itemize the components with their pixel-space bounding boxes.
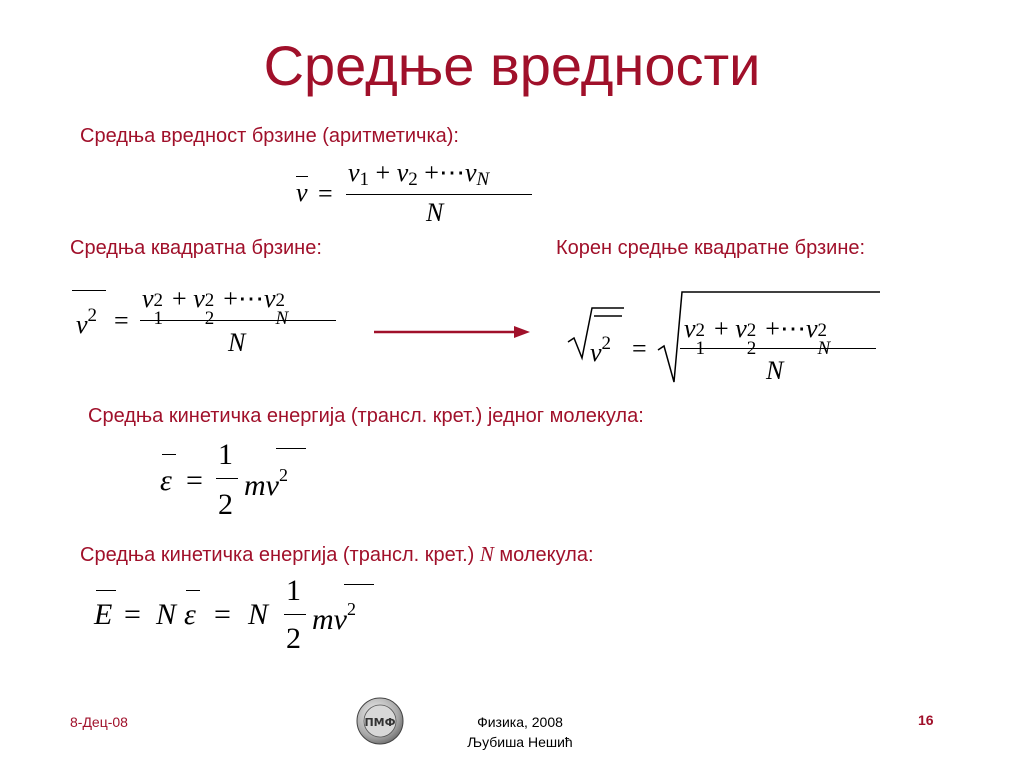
formula-keN-eq2: = [214,598,231,631]
formula-keN-lhs: E [94,598,113,631]
formula-ke1-mv2: $mv^2$ [244,465,288,502]
formula-sq-fraction-bar [140,320,336,321]
heading-rms: Корен средње квадратне брзине: [556,237,866,259]
faculty-logo-icon [356,697,404,745]
formula-keN-fraction-bar [284,614,306,615]
formula-keN-E-bar [96,590,116,591]
formula-sq-lhs: $v^2$ [76,305,98,339]
footer-course: Физика, 2008 [477,714,563,730]
formula-ke1-one: 1 [218,438,233,471]
formula-arith-lhs: v [296,178,308,207]
formula-keN-N2: N [248,598,269,631]
formula-keN-epsilon-bar [186,590,200,591]
formula-ke1-fraction-bar [216,478,238,479]
formula-arith-denominator: N [426,198,444,227]
formula-keN-epsilon: ε [184,598,196,631]
formula-rms-denominator: N [766,356,784,385]
footer-date: 8-Дец-08 [70,714,128,730]
right-arrow-icon [374,324,530,340]
formula-arith-numerator: $v_1 + v_2$ $+\cdots v_N$ [348,158,490,190]
heading-mean-square: Средња квадратна брзине: [70,237,322,259]
formula-sq-overbar [72,290,106,291]
formula-rms-numerator: v 2 1 + v 2 2 +⋯v 2 N [684,314,831,359]
formula-rms-eq: = [632,334,647,363]
footer-author: Љубиша Нешић [467,734,573,750]
formula-rms-fraction-bar [680,348,876,349]
heading-arithmetic-mean: Средња вредност брзине (аритметичка): [80,125,459,147]
formula-rms-lhs: $v^2$ [590,333,612,367]
formula-keN-two: 2 [286,622,301,655]
formula-keN-eq1: = [124,598,141,631]
heading-ke-n-molecules: Средња кинетичка енергија (трансл. крет.) N молекула: [80,542,594,566]
formula-ke1-lhs: ε [160,464,172,497]
formula-ke1-v2-bar [276,448,306,449]
formula-sq-numerator: v 2 1 + v 2 2 +⋯v 2 N [142,284,289,329]
footer-course-author [440,712,600,752]
formula-keN-one: 1 [286,574,301,607]
formula-keN-v2-bar [344,584,374,585]
formula-ke1-two: 2 [218,488,233,521]
formula-sq-denominator: N [228,328,246,357]
formula-keN-mv2: $mv^2$ [312,599,356,636]
svg-text:ПМФ: ПМФ [364,716,396,729]
formula-arith-fraction-bar [346,194,532,195]
heading-ke-one-molecule: Средња кинетичка енергија (трансл. крет.) једног молекула: [88,405,644,427]
formula-keN-N1: N [156,598,177,631]
formula-sq-eq: = [114,306,129,335]
page-number: 16 [918,712,934,728]
formula-ke1-epsilon-bar [162,454,176,455]
slide-title: Средње вредности [263,34,761,97]
formula-arith-eq: = [318,179,333,208]
formula-ke1-eq: = [186,464,203,497]
